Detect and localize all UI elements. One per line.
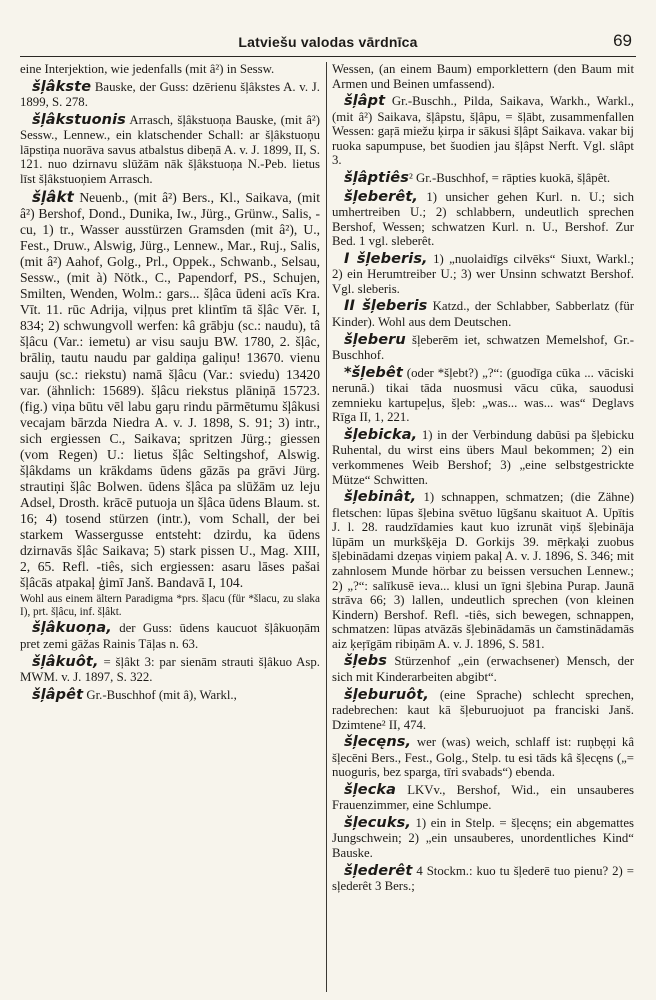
dictionary-entry	[20, 620, 320, 651]
entry-headword: šļâptiês	[344, 169, 409, 186]
entry-text: 1) ein in Stelp. = šļecęns; ein abgemattes Jungschwein; 2) „ein unsauberes, unordentliches Kind“ Bauske.	[332, 815, 634, 861]
entry-headword: šļâkuôt,	[32, 653, 99, 670]
entry-text: Stürzenhof „ein (erwachsener) Mensch, der sich mit Kinderarbeiten abgibt“.	[332, 654, 634, 684]
dictionary-entry	[332, 93, 634, 168]
running-title: Latviešu valodas vārdnīca	[238, 34, 418, 50]
dictionary-entry	[332, 365, 634, 425]
dictionary-entry	[20, 593, 320, 619]
entry-text: Gr.-Buschhof (mit â), Warkl.,	[83, 687, 237, 702]
dictionary-entry	[332, 489, 634, 651]
entry-headword: šļâkstuonis	[32, 111, 126, 128]
dictionary-entry	[332, 332, 634, 363]
dictionary-entry	[332, 653, 634, 684]
entry-headword: šļâkt	[32, 187, 74, 206]
left-column	[20, 62, 320, 992]
dictionary-entry	[332, 687, 634, 733]
entry-headword: šļecuks,	[344, 814, 411, 831]
dictionary-entry	[332, 170, 634, 187]
entry-text: wer (was) weich, schlaff ist: ruņbęņi kâ šļecēni Bers., Fest., Golg., Stelp. tu esi tāds kâ šļecęns („= nuoguris, bez sparga, tīri svabads“) ebenda.	[332, 735, 634, 780]
entry-text: LKVv., Bershof, Wid., ein unsauberes Frauenzimmer, eine Schlumpe.	[332, 782, 634, 813]
page-header	[20, 30, 636, 57]
entry-text: ² Gr.-Buschhof, = rāpties kuokā, šļâpêt.	[408, 170, 611, 185]
entry-text: Neuenb., (mit â²) Bers., Kl., Saikava, (mit â²) Bershof, Dond., Dunika, Iw., Jürg., Grünw., Salis, -cu, 1) tr., Wasser ausstürzen Gramsden (mit â²), U., Fest., Druw., Alswig, Jürg., Lennew., Mar., Ruj., Salis, (mit â²) Aahof, Golg., Prl., Oppek., Schwanb., Selsau, Sessw., (mit à) Nötk., C., Papendorf, PS., Schujen, Smilten, Wenden, Wolm.: gars... šļâca ūdeni acīs Kra. Vīt. 11. rūc Adrija, viļņus pret klintīm tā šļâc Vēr. I, 834; 2) schwungvoll werfen: kâ grābju (sc.: naudu), tâ šļâcu (Var.: iemetu) ar visu sauju BW. 1780, 2. šļâc, brāliņ, tautu naudu par galdiņa galiņu! 13670. vienu sauju (sc.: riekstu) namā šļâcu (Var.: sviedu) 13420 var. (ähnlich: 15689). šļâcu riekstus plāniņā 15723. (fig.) viņa būtu vēl labu gaŗu rindu pārmētumu šļâkusi vecajam bārzda Niedra A. v. J. 1898, S. 91; 3) intr., sich ergiessen C., Saikava; spritzen Jürg.; giessen (vom Regen) U.: lietus šļâc Seltingshof, Alswig. šļâkdams un krākdams ūdens gāzās pa grāvi Jürg. strautiņi šļâc Bolwen. ūdens šļâca pa slūžām uz leju Adsel, Drosth. krācē putuoja un šļâca ūdens Blaum. st. 16; 4) tosend stürzen (intr.), vom Schall, der bei starkem Wassergusse entsteht: dzirdu, ka ūdens dzirnavās šļâc Saikava; 5) stark pissen U., Mag. XIII, 2, 65. Refl. -tiês, sich ergiessen: asaru lāses pašai šļâcās atpakaļ ģimī Janš. Bandavā I, 104.	[20, 189, 320, 590]
dictionary-entry	[332, 298, 634, 329]
entry-text: šļeberēm iet, schwatzen Memelshof, Gr.-Buschhof.	[332, 332, 634, 363]
entry-headword: šļederêt	[344, 862, 413, 879]
dictionary-entry	[332, 427, 634, 487]
entry-headword: šļebicka,	[344, 426, 418, 443]
right-column	[332, 62, 634, 992]
dictionary-entry	[20, 62, 320, 77]
entry-text: eine Interjektion, wie jedenfalls (mit â²) in Sessw.	[20, 62, 275, 76]
dictionary-entry	[20, 112, 320, 187]
entry-text: Wessen, (an einem Baum) emporklettern (den Baum mit Armen und Beinen umfassend).	[332, 62, 634, 91]
column-divider	[326, 62, 327, 992]
entry-headword: šļeburuôt,	[344, 686, 430, 703]
dictionary-entry	[332, 815, 634, 861]
entry-text: (eine Sprache) schlecht sprechen, radebrechen: kaut kā šļeburuojuot pa franciski Janš. Dzimtene² II, 474.	[332, 687, 634, 732]
dictionary-entry	[20, 654, 320, 685]
entry-headword: šļâpêt	[32, 686, 84, 703]
entry-text: 1) „nuolaidīgs cilvēks“ Siuxt, Warkl.; 2) ein Herumtreiber U.; 3) wer Unsinn schwatzt Bershof. Vgl. sleberis.	[332, 251, 634, 296]
entry-text: Katzd., der Schlabber, Sabberlatz (für Kinder). Wohl aus dem Deutschen.	[332, 299, 634, 329]
dictionary-entry	[332, 863, 634, 894]
entry-text: Arrasch, šļâkstuoņa Bauske, (mit â²) Sessw., Lennew., ein klatschender Schall: ar šļâkstuoņu lāpstiņa nuorāva savus atbalstus dibeņā A. v. J. 1899, II, S. 121. nuo dzirnavu slūžām nāk šļâkstuoņa N.-Peb. lietus līst šļâkstuoņiem Arrasch.	[20, 112, 320, 186]
dictionary-entry	[332, 251, 634, 297]
entry-text: Bauske, der Guss: dzērienu šļâkstes A. v. J. 1899, S. 278.	[20, 79, 320, 110]
entry-text: = šļâkt 3: par sienām strauti šļâkuo Asp. MWM. v. J. 1897, S. 322.	[20, 654, 320, 685]
dictionary-entry	[332, 782, 634, 813]
entry-headword: *šļebêt	[344, 364, 403, 381]
entry-headword: šļâpt	[344, 93, 386, 110]
entry-text: 1) schnappen, schmatzen; (die Zähne) fletschen: lūpas šļebina svētuo lūgšanu skaituot A. Upītis J. l. 28. raudzīdamies kaut kuo izrunāt viņš šļebināja lūpām un murkšķēja D. Gorkijs 39. mēŗkaķi zuobus šļebinādami dzeņas viņiem pakaļ A. v. J. 1896, S. 346; mit zahnlosem Munde hörbar zu beissen versuchen Lennew.; 2) „?“: salīkusē ieva... klusi un īgni šļebina Purap. Jaunā strāva 66; 3) lallen, undeutlich sprechen (von kleinen Kindern) Bershof. Refl. -tiês, sich bewegen, schnappen, schmatzen: lūpas atvāzās šļebinādamās un čamstinādamās aiz ķeŗīgām ribiņām A. v. J. 1896, S. 581.	[332, 490, 634, 651]
dictionary-entry	[332, 734, 634, 780]
entry-headword: šļâkste	[32, 78, 92, 95]
entry-headword: II šļeberis	[344, 298, 428, 315]
entry-headword: šļecka	[344, 781, 397, 798]
entry-headword: šļeberêt,	[344, 188, 418, 205]
dictionary-entry	[20, 189, 320, 591]
entry-headword: šļebinât,	[344, 489, 417, 506]
entry-headword: šļecęns,	[344, 734, 412, 751]
entry-text: der Guss: ūdens kaucuot šļâkuoņām pret zemi gāžas Rainis Tāļas n. 63.	[20, 621, 320, 651]
entry-headword: I šļeberis,	[344, 250, 428, 267]
entry-headword: šļâkuoņa,	[32, 620, 112, 637]
entry-text: 4 Stockm.: kuo tu šļederē tuo pienu? 2) = sļederêt 3 Bers.;	[332, 863, 634, 894]
dictionary-entry	[20, 687, 320, 704]
dictionary-entry	[332, 62, 634, 91]
entry-text: Wohl aus einem ältern Paradigma *prs. šļacu (für *šlacu, zu slaka I), prt. šļâcu, inf. šļâkt.	[20, 592, 320, 618]
dictionary-entry	[332, 189, 634, 249]
entry-text: Gr.-Buschh., Pilda, Saikava, Warkh., Warkl., (mit â²) Saikava, šļâpstu, šļâpu, = šļābt, zusammenfallen Wessen: gaŗā miežu ķirpa ir sākusi šļâpt Saikava. vakar bij ruoka sapumpuse, bet šuodien jau šļâpst Nerft. Vgl. slâpt 3.	[332, 94, 634, 168]
entry-text: 1) unsicher gehen Kurl. n. U.; sich umhertreiben U.; 2) schlabbern, undeutlich sprechen Bershof, Wessen; schwatzen Kurl. n. U., Bershof. Zur Bed. 1 vgl. sleberêt.	[332, 189, 634, 249]
entry-headword: šļeberu	[344, 331, 406, 348]
dictionary-entry	[20, 79, 320, 110]
entry-text: (oder *šļebt?) „?“: (guodīga cūka ... vāciski nerunā.) tikai tāda nuosmusi vācu cūka, sauodusi zemnieku kartupeļus, šļeb: „was... was... was“ Deglavs Rīga II, 1, 221.	[332, 365, 634, 425]
entry-text: 1) in der Verbindung dabūsi pa šļebicku Ruhental, du wirst eins übers Maul bekommen; 2) ein verkommenes Weib Bershof; 3) „eine selbstgestrickte Mütze“ Schwitten.	[332, 427, 634, 487]
page-number: 69	[613, 31, 632, 50]
entry-headword: šļebs	[344, 653, 387, 670]
